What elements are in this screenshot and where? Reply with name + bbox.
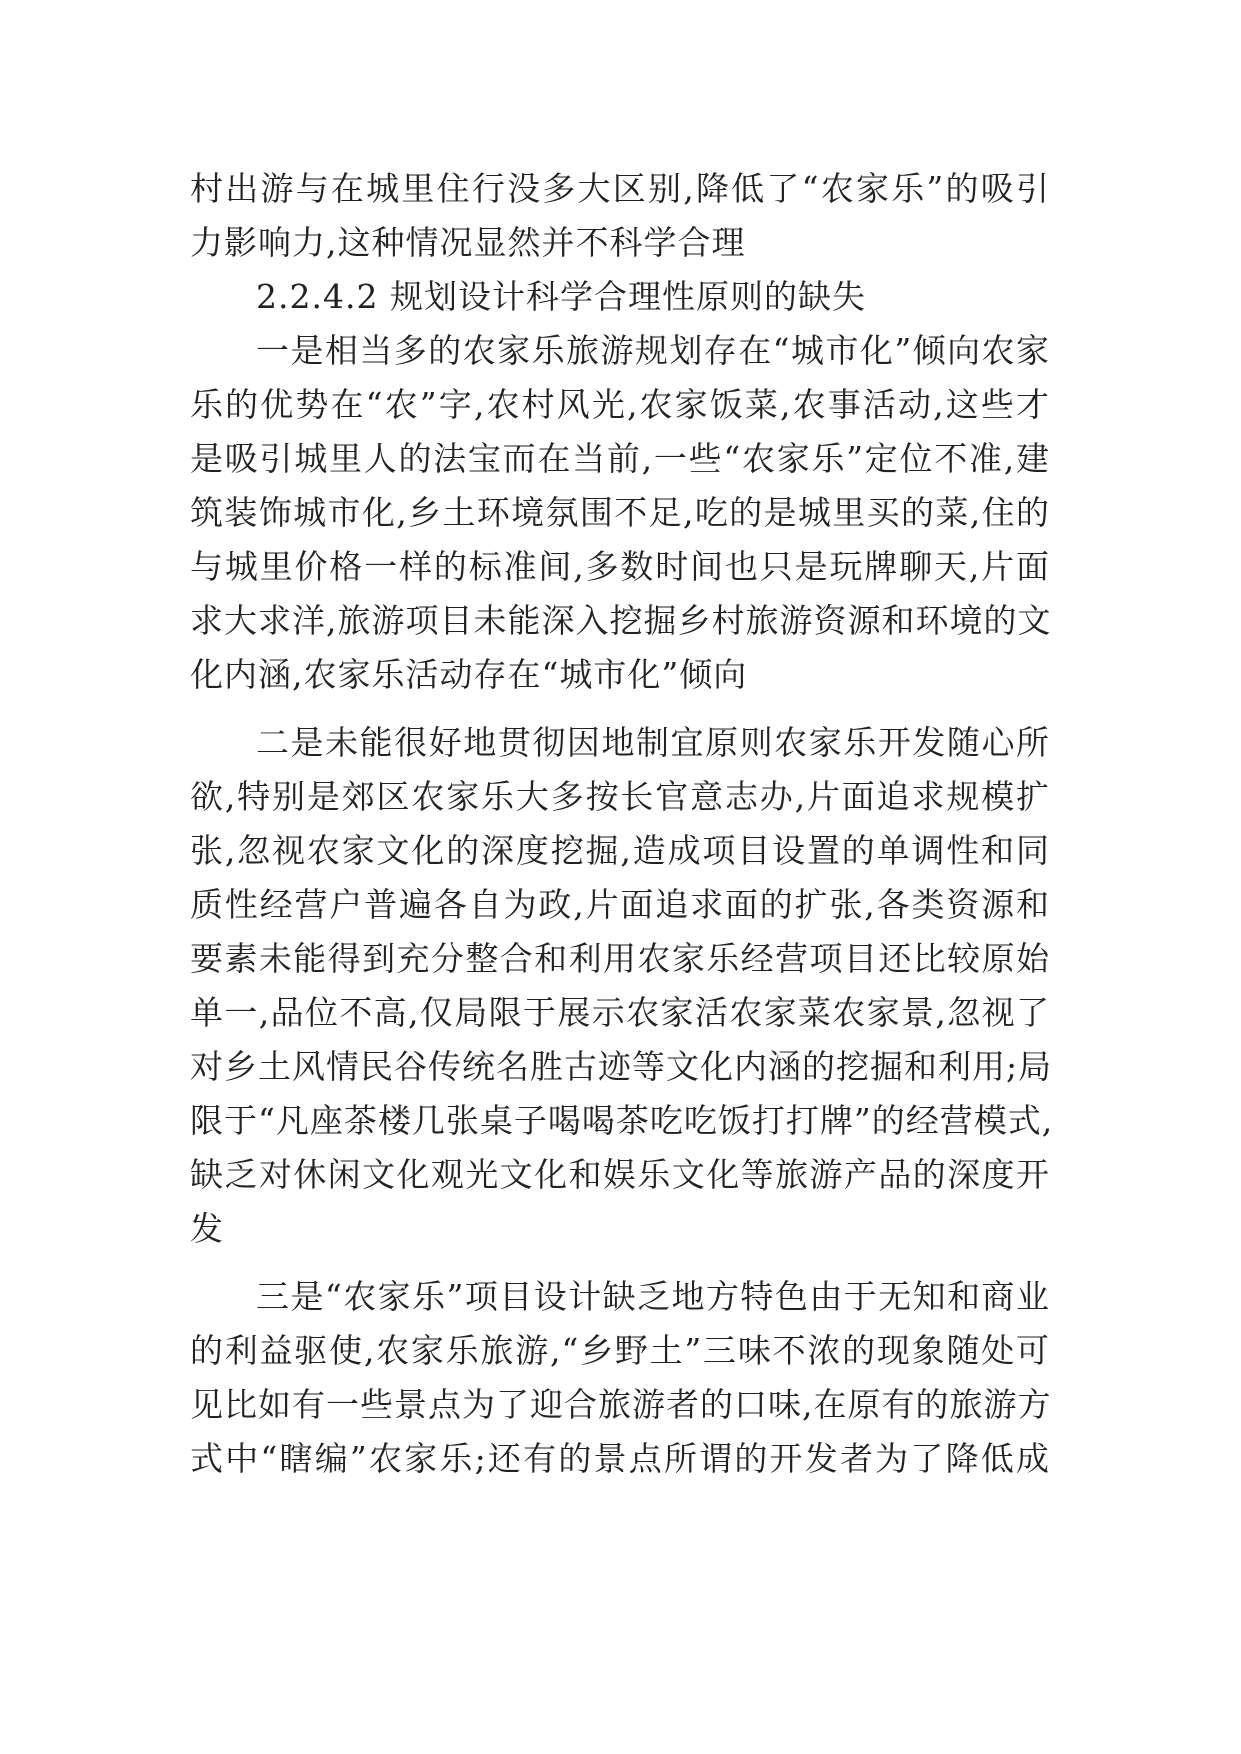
text-line: 式中“瞎编”农家乐;还有的景点所谓的开发者为了降低成 (190, 1439, 1050, 1478)
text-line: 求大求洋,旅游项目未能深入挖掘乡村旅游资源和环境的文 (190, 601, 1052, 640)
text-line: 三是“农家乐”项目设计缺乏地方特色由于无知和商业 (256, 1277, 1050, 1316)
text-line: 限于“凡座茶楼几张桌子喝喝茶吃吃饭打打牌”的经营模式, (190, 1101, 1054, 1140)
text-line: 与城里价格一样的标准间,多数时间也只是玩牌聊天,片面 (190, 547, 1050, 586)
text-line: 对乡土风情民谷传统名胜古迹等文化内涵的挖掘和利用;局 (190, 1047, 1053, 1086)
text-line: 力影响力,这种情况显然并不科学合理 (190, 223, 746, 262)
text-line: 张,忽视农家文化的深度挖掘,造成项目设置的单调性和同 (190, 831, 1050, 870)
text-line: 单一,品位不高,仅局限于展示农家活农家菜农家景,忽视了 (190, 993, 1050, 1032)
body-text (190, 162, 1054, 1486)
text-line: 欲,特别是郊区农家乐大多按长官意志办,片面追求规模扩 (190, 777, 1050, 816)
paragraph-local-conditions (190, 716, 1054, 1256)
text-line: 筑装饰城市化,乡土环境氛围不足,吃的是城里买的菜,住的 (190, 493, 1050, 532)
text-line: 一是相当多的农家乐旅游规划存在“城市化”倾向农家 (256, 331, 1050, 370)
text-line: 缺乏对休闲文化观光文化和娱乐文化等旅游产品的深度开 (190, 1155, 1050, 1194)
paragraph-urbanization (190, 324, 1050, 702)
text-line: 村出游与在城里住行没多大区别,降低了“农家乐”的吸引 (190, 169, 1050, 208)
paragraph-local-features (190, 1270, 1050, 1486)
text-line: 二是未能很好地贯彻因地制宜原则农家乐开发随心所 (256, 723, 1050, 762)
text-line: 发 (190, 1209, 224, 1248)
text-line: 见比如有一些景点为了迎合旅游者的口味,在原有的旅游方 (190, 1385, 1052, 1424)
text-line: 化内涵,农家乐活动存在“城市化”倾向 (190, 655, 748, 694)
text-line: 质性经营户普遍各自为政,片面追求面的扩张,各类资源和 (190, 885, 1050, 924)
text-line: 要素未能得到充分整合和利用农家乐经营项目还比较原始 (190, 939, 1050, 978)
text-line: 乐的优势在“农”字,农村风光,农家饭菜,农事活动,这些才 (190, 385, 1050, 424)
paragraph-continuation (190, 162, 1050, 270)
text-line: 是吸引城里人的法宝而在当前,一些“农家乐”定位不准,建 (190, 439, 1050, 478)
section-heading (190, 270, 1050, 324)
heading-text: 2.2.4.2 规划设计科学合理性原则的缺失 (256, 277, 866, 316)
text-line: 的利益驱使,农家乐旅游,“乡野土”三味不浓的现象随处可 (190, 1331, 1050, 1370)
